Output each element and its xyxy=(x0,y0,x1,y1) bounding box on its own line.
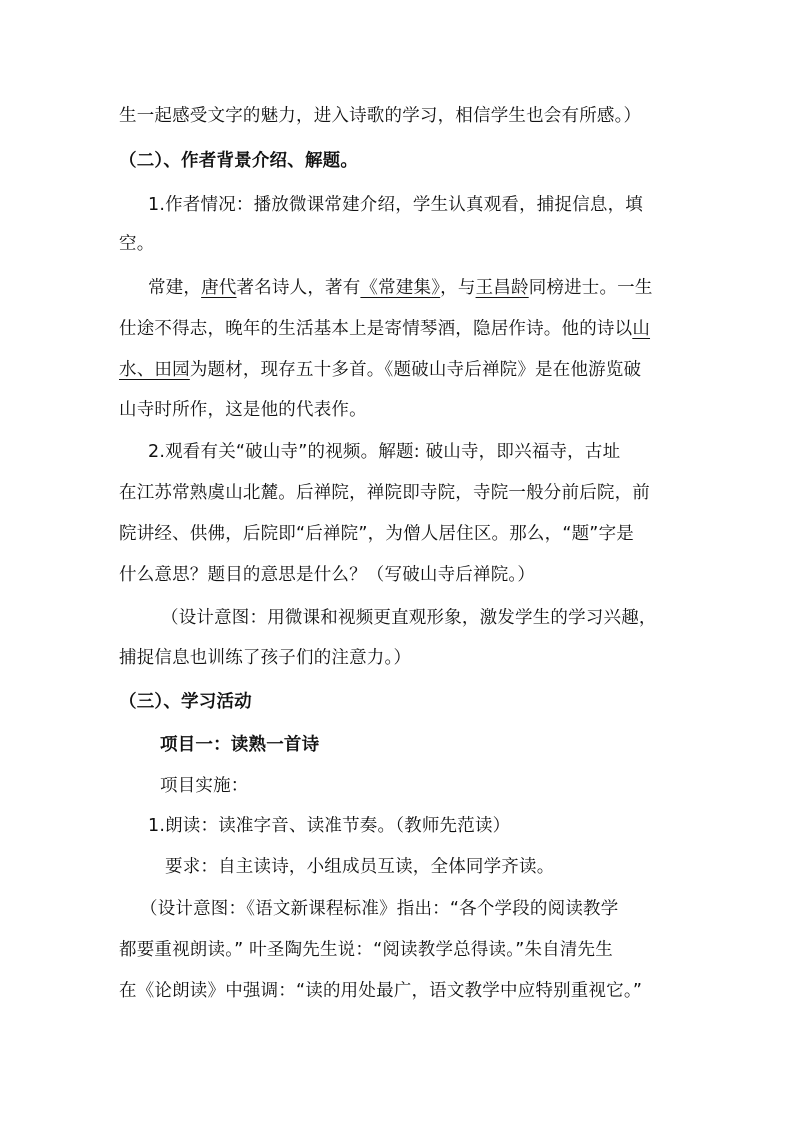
text-run: 常建， xyxy=(148,278,202,298)
paragraph-line: 院讲经、供佛，后院即“后禅院”，为僧人居住区。那么，“题”字是 xyxy=(119,524,634,544)
paragraph-line: 1.作者情况：播放微课常建介绍，学生认真观看，捕捉信息，填 xyxy=(148,195,643,215)
section-heading-author-background: （二）、作者背景介绍、解题。 xyxy=(119,151,359,171)
underlined-poet-name: 王昌龄 xyxy=(475,278,529,298)
project-heading: 项目一：读熟一首诗 xyxy=(160,735,320,755)
text-run: 仕途不得志，晚年的生活基本上是寄情琴酒，隐居作诗。他的诗以 xyxy=(119,319,633,339)
text-run: 著名诗人，著有 xyxy=(236,278,361,298)
design-intent-note: （设计意图：《语文新课程标准》指出：“各个学段的阅读教学 xyxy=(140,899,619,919)
underlined-dynasty: 唐代 xyxy=(201,278,237,298)
paragraph-line xyxy=(119,358,641,382)
text-run: 为题材，现存五十多首。《题破山寺后禅院》是在他游览破 xyxy=(189,360,642,380)
underlined-book-title: 《常建集》 xyxy=(360,278,441,298)
underlined-theme: 山 xyxy=(632,319,651,339)
paragraph-line: 空。 xyxy=(119,234,155,254)
text-run: ，与 xyxy=(440,278,476,298)
design-intent-note: 捕捉信息也训练了孩子们的注意力。） xyxy=(119,648,412,668)
paragraph-line xyxy=(148,276,653,300)
design-intent-note: （设计意图：用微课和视频更直观形象，激发学生的学习兴趣， xyxy=(161,608,657,628)
text-run: 同榜进士。一生 xyxy=(528,278,653,298)
paragraph-line: 山寺时所作，这是他的代表作。 xyxy=(119,400,367,420)
paragraph-line: 生一起感受文字的魅力，进入诗歌的学习，相信学生也会有所感。） xyxy=(119,106,642,126)
design-intent-note: 都要重视朗读。” 叶圣陶先生说：“阅读教学总得读。”朱自清先生 xyxy=(119,940,613,960)
underlined-theme: 水、田园 xyxy=(119,360,190,380)
paragraph-line xyxy=(119,317,650,341)
section-heading-learning-activities: （三）、学习活动 xyxy=(119,692,252,712)
paragraph-line: 什么意思？题目的意思是什么？（写破山寺后禅院。） xyxy=(119,565,536,585)
paragraph-line: 要求：自主读诗，小组成员互读，全体同学齐读。 xyxy=(165,857,555,877)
paragraph-line: 2.观看有关“破山寺”的视频。解题: 破山寺，即兴福寺，古址 xyxy=(148,442,621,462)
paragraph-line: 在江苏常熟虞山北麓。后禅院，禅院即寺院，寺院一般分前后院，前 xyxy=(119,483,650,503)
design-intent-note: 在《论朗读》中强调：“读的用处最广，语文教学中应特别重视它。” xyxy=(119,981,643,1001)
paragraph-line: 项目实施： xyxy=(160,776,249,796)
paragraph-line: 1.朗读：读准字音、读准节奏。（教师先范读） xyxy=(148,816,511,836)
